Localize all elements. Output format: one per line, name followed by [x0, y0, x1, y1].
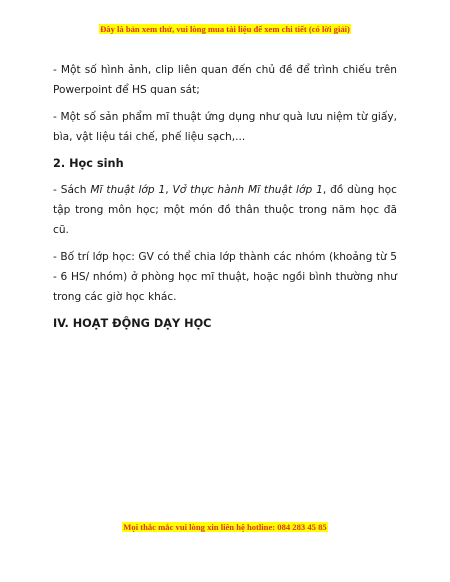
classroom-arrangement-paragraph: - Bố trí lớp học: GV có thể chia lớp thành các nhóm (khoảng từ 5 - 6 HS/ nhóm) ở phòng học mĩ thuật, hoặc ngồi bình thường như trong các giờ học khác.: [53, 251, 397, 303]
materials-paragraph-images: - Một số hình ảnh, clip liên quan đến chủ đề để trình chiếu trên Powerpoint để HS quan sát;: [53, 64, 397, 96]
book-title-mi-thuat: Mĩ thuật lớp 1: [90, 184, 166, 196]
preview-notice-banner: [0, 24, 450, 34]
student-materials-paragraph: - Sách Mĩ thuật lớp 1, Vở thực hành Mĩ thuật lớp 1, đồ dùng học tập trong môn học; một món đồ thân thuộc trong năm học đã cũ.: [53, 184, 397, 236]
hotline-notice-banner: [0, 522, 450, 532]
hotline-notice-text: Mọi thắc mắc vui lòng xin liên hệ hotline: 084 283 45 85: [123, 522, 327, 532]
preview-notice-text: Đây là bản xem thử, vui lòng mua tài liệu để xem chi tiết (có lời giải): [100, 24, 350, 34]
document-body: [53, 60, 397, 334]
section-heading-hoc-sinh: 2. Học sinh: [53, 157, 124, 170]
book-title-vo-thuc-hanh: Vở thực hành Mĩ thuật lớp 1: [172, 184, 323, 196]
materials-paragraph-products: - Một số sản phẩm mĩ thuật ứng dụng như quà lưu niệm từ giấy, bìa, vật liệu tái chế, phế liệu sạch,...: [53, 111, 397, 143]
section-heading-hoat-dong: IV. HOẠT ĐỘNG DẠY HỌC: [53, 317, 212, 330]
